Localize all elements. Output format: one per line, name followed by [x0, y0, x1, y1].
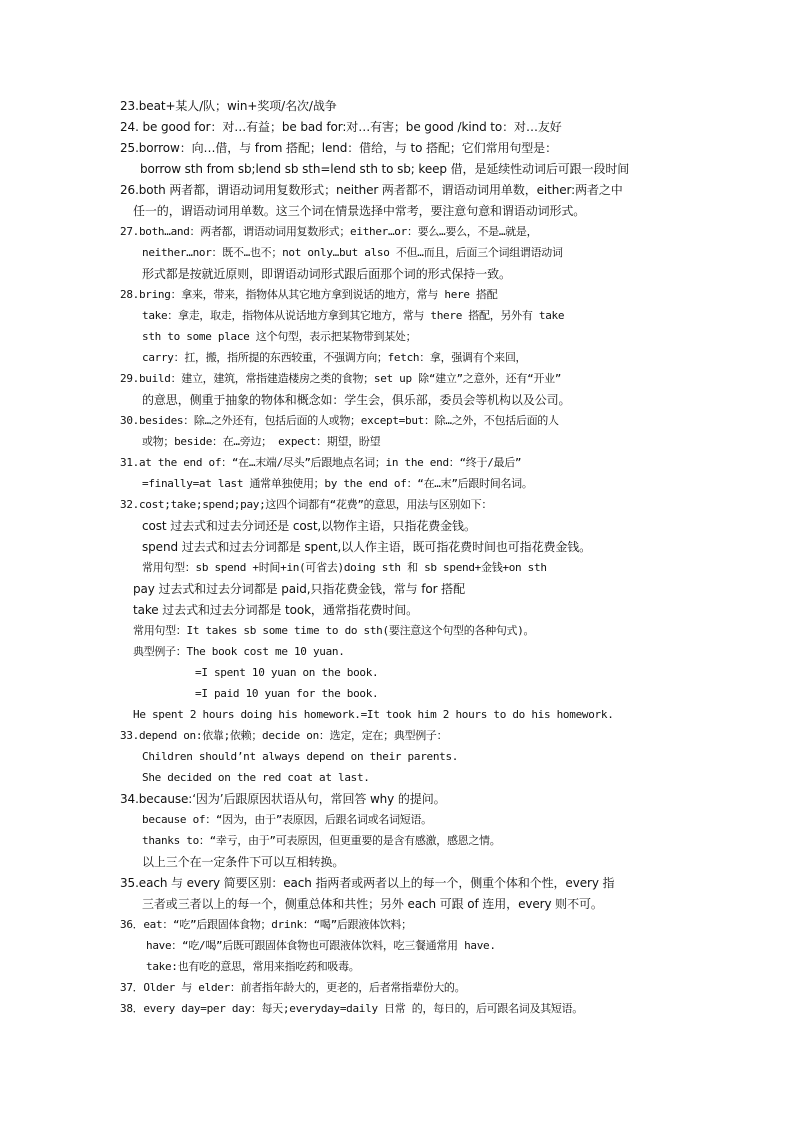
line-28-take-cont: sth to some place 这个句型，表示把某物带到某处；	[142, 330, 417, 343]
line-30-cont: 或物；beside：在…旁边； expect：期望，盼望	[142, 435, 381, 448]
line-32-example-4: He spent 2 hours doing his homework.=It took him 2 hours to do his homework.	[133, 708, 614, 721]
line-36-have: have：“吃/喝”后既可跟固体食物也可跟液体饮料，吃三餐通常用 have.	[146, 939, 496, 952]
line-31-cont: =finally=at last 通常单独使用；by the end of：“在…末”后跟时间名词。	[142, 477, 533, 490]
line-26-cont: 任一的，谓语动词用单数。这三个词在情景选择中常考，要注意句意和谓语动词形式。	[133, 204, 586, 218]
line-26: 26.both 两者都，谓语动词用复数形式；neither 两者都不，谓语动词用单数，either:两者之中	[120, 183, 623, 197]
line-32-spend: spend 过去式和过去分词都是 spent,以人作主语，既可指花费时间也可指花费金钱。	[142, 540, 592, 554]
line-38: 38．every day=per day：每天;everyday=daily 日常 的，每日的，后可跟名词及其短语。	[120, 1002, 584, 1015]
line-25: 25.borrow：向…借，与 from 搭配；lend：借给，与 to 搭配；它们常用句型是：	[120, 141, 557, 155]
line-34-note: 以上三个在一定条件下可以互相转换。	[142, 855, 345, 869]
line-29-cont: 的意思，侧重于抽象的物体和概念如：学生会，俱乐部，委员会等机构以及公司。	[142, 393, 571, 407]
line-34: 34.because:‘因为’后跟原因状语从句，常回答 why 的提问。	[120, 792, 446, 806]
line-36-take: take:也有吃的意思，常用来指吃药和吸毒。	[146, 960, 360, 973]
line-35-cont: 三者或三者以上的每一个，侧重总体和共性；另外 each 可跟 of 连用，every 则不可。	[142, 897, 603, 911]
line-37: 37．Older 与 elder：前者指年龄大的，更老的，后者常指辈份大的。	[120, 981, 466, 994]
line-33: 33.depend on:依靠;依赖；decide on：选定，定在；典型例子：	[120, 729, 448, 742]
line-35: 35.each 与 every 简要区别：each 指两者或两者以上的每一个，侧重个体和个性，every 指	[120, 876, 615, 890]
line-30: 30.besides：除…之外还有，包括后面的人或物；except=but：除…之外，不包括后面的人	[120, 414, 559, 427]
line-34-because-of: because of：“因为，由于”表原因，后跟名词或名词短语。	[142, 813, 432, 826]
line-27: 27.both…and：两者都，谓语动词用复数形式；either…or：要么…要么，不是…就是，	[120, 225, 538, 238]
line-29: 29.build：建立，建筑，常指建造楼房之类的食物；set up 除“建立”之意外，还有“开业”	[120, 372, 562, 385]
line-32: 32.cost;take;spend;pay;这四个词都有“花费”的意思，用法与区别如下：	[120, 498, 493, 511]
line-27-cont-2: 形式都是按就近原则，即谓语动词形式跟后面那个词的形式保持一致。	[142, 267, 511, 281]
line-28-take: take：拿走，取走，指物体从说话地方拿到其它地方，常与 there 搭配，另外有 take	[142, 309, 565, 322]
line-32-example-3: =I paid 10 yuan for the book.	[195, 687, 379, 700]
line-32-example-2: =I spent 10 yuan on the book.	[195, 666, 379, 679]
line-32-pay: pay 过去式和过去分词都是 paid,只指花费金钱，常与 for 搭配	[133, 582, 465, 596]
line-32-example: 典型例子：The book cost me 10 yuan.	[133, 645, 345, 658]
line-32-pattern-take: 常用句型：It takes sb some time to do sth(要注意这个句型的各种句式)。	[133, 624, 535, 637]
line-36: 36．eat：“吃”后跟固体食物；drink：“喝”后跟液体饮料；	[120, 918, 412, 931]
line-28-carry: carry：扛，搬，指所提的东西较重，不强调方向；fetch：拿，强调有个来回，	[142, 351, 527, 364]
line-34-thanks-to: thanks to：“幸亏，由于”可表原因，但更重要的是含有感激，感恩之情。	[142, 834, 501, 847]
line-33-example-1: Children should’nt always depend on their parents.	[142, 750, 459, 763]
line-27-cont-1: neither…nor：既不…也不；not only…but also 不但…而且，后面三个词组谓语动词	[142, 246, 563, 259]
line-31: 31.at the end of：“在…末端/尽头”后跟地点名词；in the end：“终于/最后”	[120, 456, 522, 469]
line-23: 23.beat+某人/队；win+奖项/名次/战争	[120, 99, 337, 113]
line-32-pattern-spend: 常用句型：sb spend +时间+in(可省去)doing sth 和 sb spend+金钱+on sth	[142, 561, 547, 574]
line-25-cont: borrow sth from sb;lend sb sth=lend sth to sb; keep 借，是延续性动词后可跟一段时间	[140, 162, 630, 176]
line-33-example-2: She decided on the red coat at last.	[142, 771, 370, 784]
line-32-take: take 过去式和过去分词都是 took，通常指花费时间。	[133, 603, 419, 617]
line-28: 28.bring：拿来，带来，指物体从其它地方拿到说话的地方，常与 here 搭配	[120, 288, 498, 301]
line-24: 24. be good for：对…有益；be bad for:对…有害；be good /kind to：对…友好	[120, 120, 562, 134]
line-32-cost: cost 过去式和过去分词还是 cost,以物作主语，只指花费金钱。	[142, 519, 476, 533]
